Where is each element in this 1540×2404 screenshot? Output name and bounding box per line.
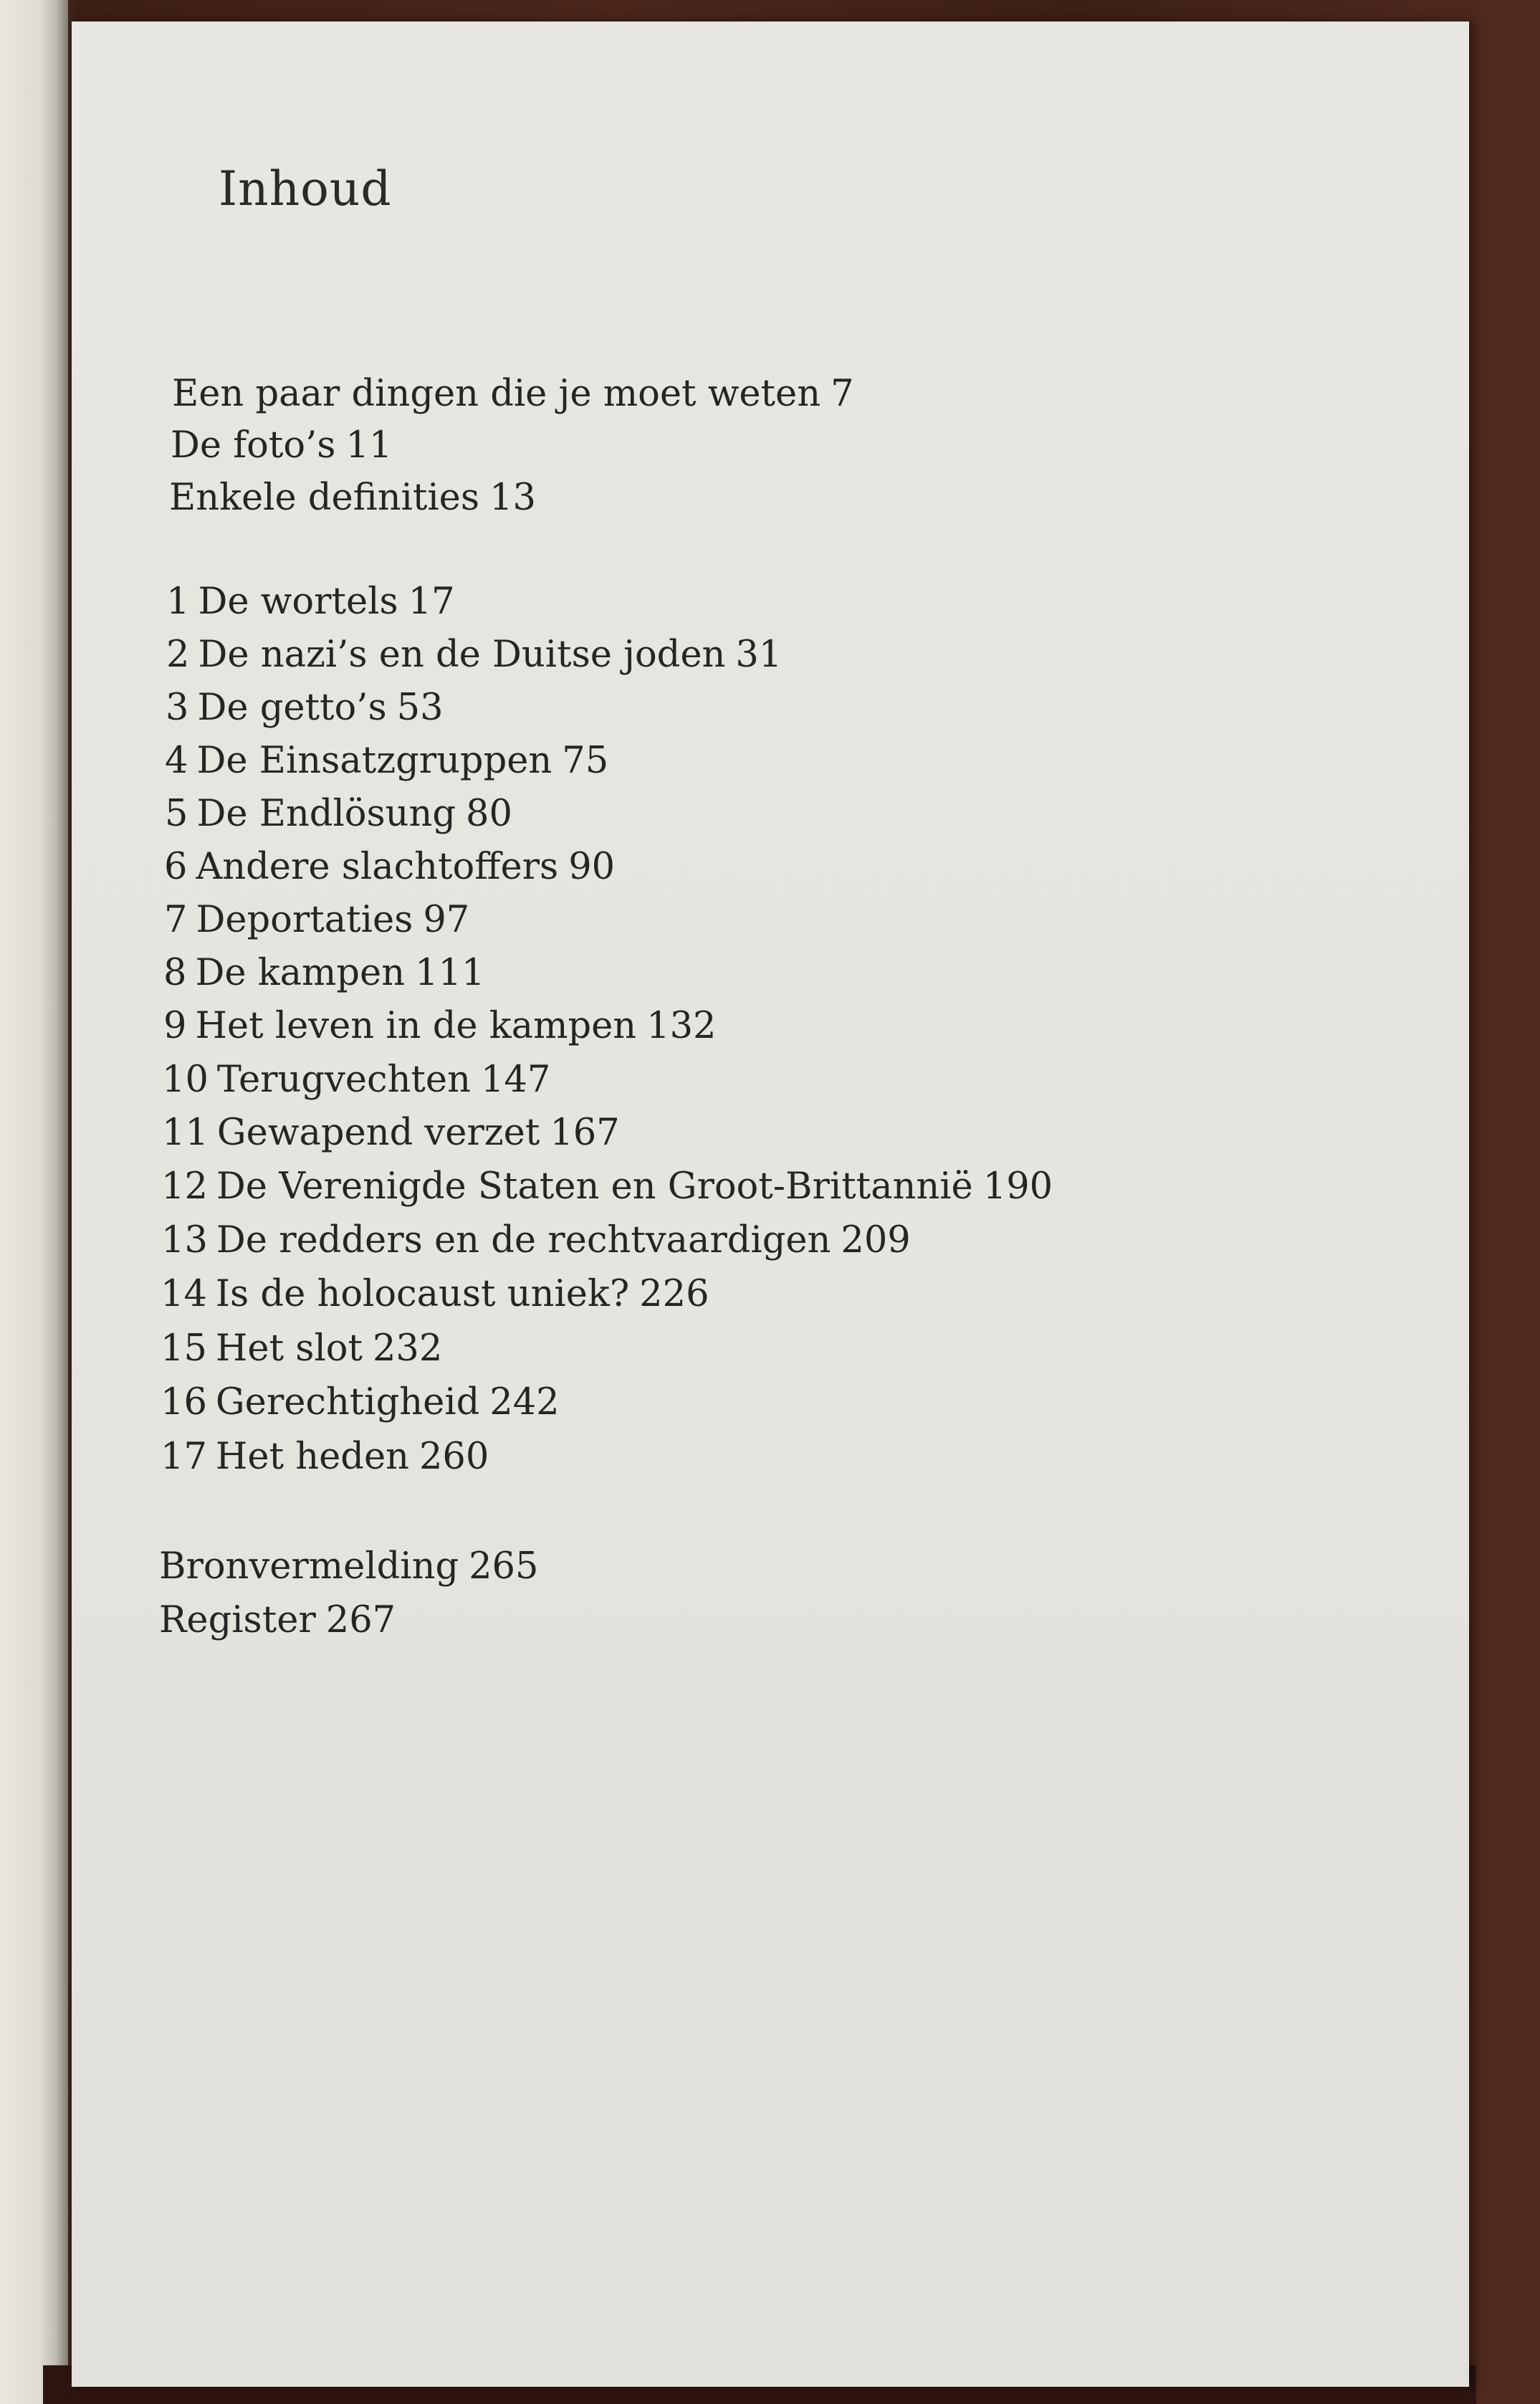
toc-page-number: 53 [396,687,444,729]
toc-page-number: 260 [419,1436,489,1478]
toc-label: Enkele definities [169,477,480,519]
toc-page-number: 242 [489,1381,560,1423]
toc-label: Register [159,1599,316,1641]
toc-label: De foto’s [171,424,336,467]
toc-label: Is de holocaust uniek? [215,1273,630,1315]
chapter-number: 16 [161,1381,207,1423]
toc-chapter-8 [163,952,484,995]
toc-entry-back-1 [159,1545,538,1588]
chapter-number: 3 [166,687,189,729]
toc-label: Gewapend verzet [216,1112,540,1154]
toc-chapter-3 [166,687,444,730]
toc-page-number: 190 [982,1165,1053,1208]
chapter-number: 12 [161,1165,208,1208]
chapter-number: 13 [161,1219,208,1261]
toc-page-number: 265 [469,1545,539,1588]
toc-label: De Verenigde Staten en Groot-Brittannië [216,1165,973,1208]
toc-chapter-17 [161,1436,489,1479]
toc-page-number: 80 [466,793,512,835]
chapter-number: 1 [166,581,190,623]
toc-chapter-6 [164,846,615,889]
toc-label: Deportaties [196,899,413,941]
toc-label: De Einsatzgruppen [196,740,553,782]
toc-page-number: 267 [325,1599,396,1641]
toc-entry-front-2 [171,424,392,467]
toc-label: De getto’s [197,687,387,729]
chapter-number: 9 [163,1005,187,1047]
toc-page-number: 226 [639,1273,709,1315]
toc-label: Een paar dingen die je moet weten [172,373,821,415]
chapter-number: 17 [161,1436,207,1478]
chapter-number: 4 [165,740,188,782]
toc-page-number: 11 [345,424,393,467]
toc-page-number: 17 [408,581,455,623]
toc-chapter-11 [162,1112,620,1155]
page-title: Inhoud [219,161,392,216]
toc-chapter-16 [161,1381,560,1424]
toc-chapter-7 [164,899,469,942]
chapter-number: 11 [162,1112,209,1154]
chapter-number: 5 [165,793,188,835]
toc-entry-front-1 [172,373,854,416]
toc-label: De wortels [198,581,398,623]
toc-page-number: 31 [735,634,783,676]
toc-page-number: 209 [841,1219,911,1261]
chapter-number: 15 [161,1327,207,1370]
toc-label: De kampen [195,952,406,994]
toc-chapter-15 [161,1327,442,1370]
toc-chapter-10 [162,1059,550,1102]
toc-chapter-4 [165,740,608,783]
toc-page-number: 13 [489,477,536,519]
toc-label: Terugvechten [216,1059,471,1101]
toc-label: De redders en de rechtvaardigen [216,1219,831,1261]
toc-label: Andere slachtoffers [196,846,559,888]
toc-label: Het heden [215,1436,409,1478]
toc-page-number: 97 [423,899,470,941]
chapter-number: 14 [161,1273,207,1315]
chapter-number: 7 [164,899,188,941]
chapter-number: 2 [166,634,190,676]
toc-page-number: 147 [480,1059,551,1101]
toc-chapter-1 [166,581,455,624]
chapter-number: 10 [162,1059,209,1101]
toc-chapter-13 [161,1219,911,1262]
toc-page-number: 111 [415,952,485,994]
toc-page-number: 132 [646,1005,717,1047]
toc-chapter-9 [163,1005,716,1048]
toc-label: Het leven in de kampen [195,1005,637,1047]
toc-chapter-12 [161,1165,1053,1208]
toc-label: Gerechtigheid [215,1381,480,1423]
toc-page-number: 232 [372,1327,443,1370]
toc-label: Bronvermelding [159,1545,459,1588]
toc-page-number: 90 [568,846,616,888]
toc-chapter-5 [165,793,512,836]
toc-chapter-14 [161,1273,709,1316]
toc-page-number: 75 [562,740,609,782]
chapter-number: 6 [164,846,188,888]
toc-label: De Endlösung [196,793,456,835]
toc-chapter-2 [166,634,782,677]
chapter-number: 8 [163,952,187,994]
toc-page-number: 7 [831,373,854,415]
toc-label: De nazi’s en de Duitse joden [198,634,726,676]
toc-label: Het slot [215,1327,363,1370]
toc-page-number: 167 [550,1112,620,1154]
toc-entry-front-3 [169,477,536,520]
toc-entry-back-2 [159,1599,396,1642]
